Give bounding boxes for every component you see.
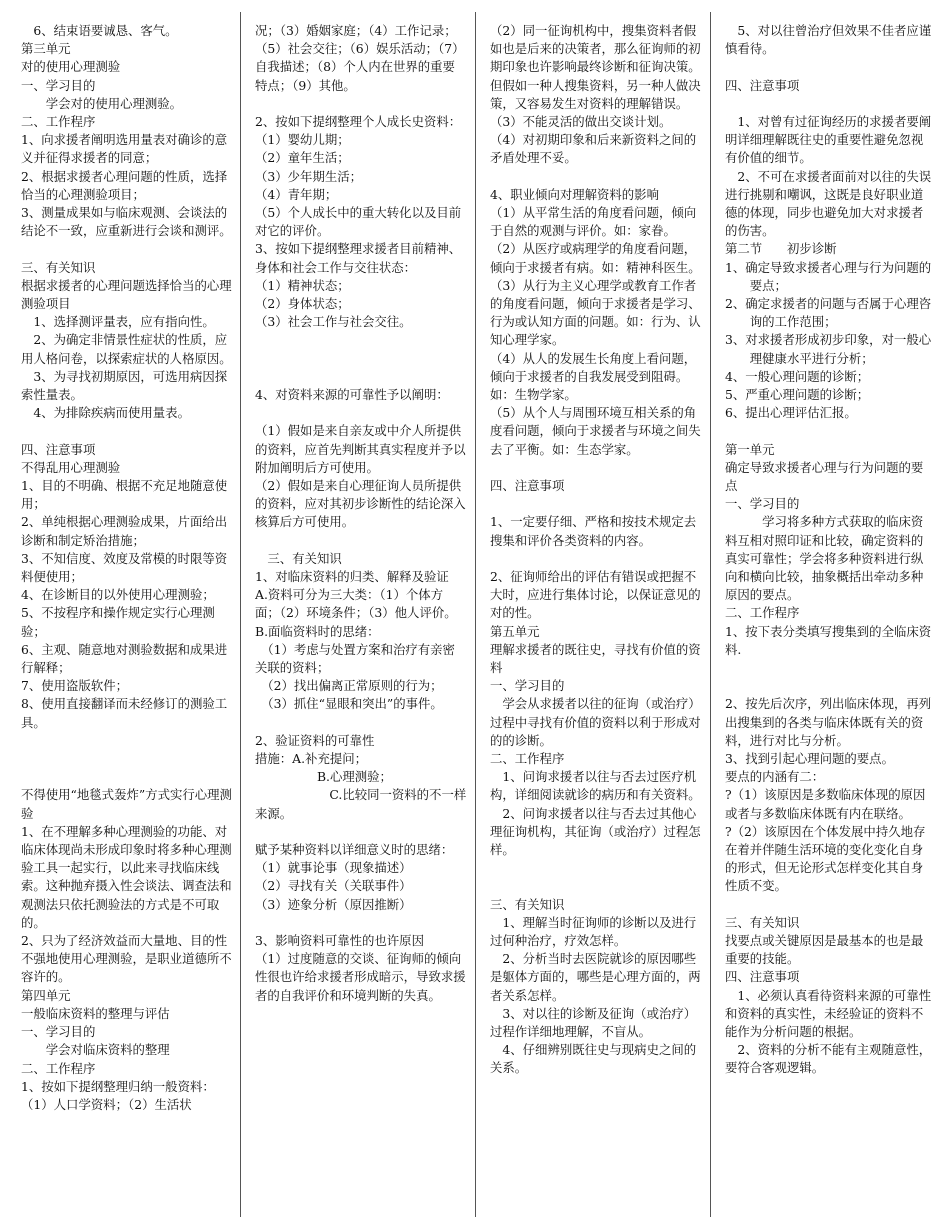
text-line: 3、按如下提纲整理求援者目前精神、身体和社会工作与交往状态： bbox=[255, 241, 462, 275]
text-line bbox=[255, 368, 467, 386]
text-line: （4）从人的发展生长角度上看问题，倾向于求援者的自我发展受到阻碍。如：生物学家。 bbox=[490, 350, 697, 403]
text-line bbox=[255, 714, 467, 732]
text-column-2 bbox=[255, 22, 467, 1212]
text-line: （1）就事论事（现象描述） bbox=[255, 860, 412, 876]
text-line: 赋予某种资料以详细意义时的思绪： bbox=[255, 842, 454, 858]
text-column-3 bbox=[490, 22, 702, 1212]
text-line: 三、有关知识 bbox=[725, 914, 800, 930]
text-line: 7、使用盗版软件； bbox=[21, 678, 129, 694]
text-line: 2、问询求援者以往与否去过其他心理征询机构，其征询（或治疗）过程怎样。 bbox=[490, 805, 701, 858]
text-line: 一、学习目的 bbox=[725, 496, 800, 512]
text-line bbox=[725, 659, 933, 677]
text-line bbox=[490, 495, 702, 513]
text-line: 2、征询师给出的评估有错误或把握不大时，应进行集体讨论，以保证意见的对的性。 bbox=[490, 569, 701, 621]
text-line: （2）找出偏离正常原则的行为； bbox=[255, 678, 443, 694]
text-line: ?（1）该原因是多数临床体现的原因或者与多数临床体既有内在联络。 bbox=[725, 787, 926, 821]
text-line bbox=[21, 750, 233, 768]
text-line: 二、工作程序 bbox=[490, 751, 565, 767]
text-line: A.资料可分为三大类：（1）个体方面；（2）环境条件；（3）他人评价。 bbox=[255, 587, 457, 621]
text-line: B.心理测验； bbox=[255, 769, 392, 785]
text-line: 2、按如下提纲整理个人成长史资料： bbox=[255, 114, 462, 129]
text-line: 3、测量成果如与临床观测、会谈法的结论不一致，应重新进行会谈和测评。 bbox=[21, 205, 232, 239]
text-line: 2、为确定非情景性症状的性质，应用人格问卷，以探索症状的人格原因。 bbox=[21, 332, 232, 366]
text-line: 2、分析当时去医院就诊的原因哪些是躯体方面的，哪些是心理方面的，两者关系怎样。 bbox=[490, 951, 701, 1003]
text-line: 三、有关知识 bbox=[490, 896, 565, 912]
text-line: （3）从行为主义心理学或教育工作者的角度看问题，倾向于求援者是学习、行为或认知方面的问题。如：行为、认知心理学家。 bbox=[490, 277, 701, 348]
text-line bbox=[725, 95, 933, 113]
column-divider bbox=[240, 12, 241, 1217]
text-line: 1、一定要仔细、严格和按技术规定去搜集和评价各类资料的内容。 bbox=[490, 514, 697, 548]
text-line: 学会对的使用心理测验。 bbox=[21, 95, 183, 111]
text-line bbox=[21, 732, 233, 750]
text-line: 3、找到引起心理问题的要点。 bbox=[725, 751, 894, 767]
text-line: 第一单元 bbox=[725, 441, 775, 457]
text-line: （3）抓住“显眼和突出”的事件。 bbox=[255, 696, 443, 712]
text-line: （1）精神状态； bbox=[255, 277, 350, 293]
text-line: （4）青年期； bbox=[255, 186, 338, 202]
text-line: 一、学习目的 bbox=[21, 1024, 96, 1040]
text-line: 1、对临床资料的归类、解释及验证 bbox=[255, 569, 449, 584]
text-line: 2、单纯根据心理测验成果，片面给出诊断和制定矫治措施； bbox=[21, 514, 228, 548]
text-line: B.面临资料时的思绪： bbox=[255, 623, 380, 639]
text-line: 5、不按程序和操作规定实行心理测验； bbox=[21, 605, 215, 639]
text-line: 四、注意事项 bbox=[725, 969, 800, 985]
column-divider bbox=[710, 12, 711, 1217]
text-line bbox=[21, 768, 233, 786]
text-line: （2）从医疗或病理学的角度看问题，倾向于求援者有病。如：精神科医生。 bbox=[490, 241, 701, 275]
text-line: 2、验证资料的可靠性 bbox=[255, 732, 375, 748]
text-line: 2、只为了经济效益而大量地、目的性不强地使用心理测验，是职业道德所不容许的。 bbox=[21, 933, 232, 985]
text-line: 学会对临床资料的整理 bbox=[21, 1042, 170, 1058]
text-line: 确定导致求援者心理与行为问题的要点 bbox=[725, 459, 924, 494]
text-line: 2、确定求援者的问题与否属于心理咨 bbox=[725, 296, 932, 312]
text-line bbox=[725, 677, 933, 695]
text-line bbox=[490, 550, 702, 568]
column-divider bbox=[475, 12, 476, 1217]
text-line bbox=[255, 404, 467, 422]
text-line: 三、有关知识 bbox=[21, 259, 96, 275]
text-line: 1、选择测评量表，应有指向性。 bbox=[21, 314, 215, 330]
text-line: 四、注意事项 bbox=[21, 441, 96, 457]
text-line: 二、工作程序 bbox=[725, 605, 800, 621]
text-line: （1）婴幼儿期； bbox=[255, 132, 350, 148]
text-line: 学习将多种方式获取的临床资料互相对照印证和比较，确定资料的真实可靠性；学会将多种资料进行纵向和横向比较，抽象概括出牵动多种原因的要点。 bbox=[725, 514, 924, 603]
text-line: 6、结束语要诚恳、客气。 bbox=[21, 23, 178, 38]
text-line: 1、按下表分类填写搜集到的全临床资料. bbox=[725, 623, 932, 657]
text-line bbox=[21, 422, 233, 440]
text-line: 二、工作程序 bbox=[21, 114, 96, 130]
text-line: （2）同一征询机构中，搜集资料者假如也是后来的决策者，那么征询师的初期印象也许影响最终诊断和征询决策。但假如一种人搜集资料，另一种人做决策，又容易发生对资料的理解错误。 bbox=[490, 23, 701, 111]
text-line: （1）人口学资料；（2）生活状 bbox=[21, 1096, 192, 1112]
text-line: 2、根据求援者心理问题的性质，选择恰当的心理测验项目； bbox=[21, 168, 228, 202]
text-line: 根据求援者的心理问题选择恰当的心理测验项目 bbox=[21, 277, 232, 312]
text-line: 1、问询求援者以往与否去过医疗机构，详细阅读就诊的病历和有关资料。 bbox=[490, 769, 701, 803]
text-line: 4、一般心理问题的诊断； bbox=[725, 368, 870, 384]
text-line: 1、目的不明确、根据不充足地随意使用； bbox=[21, 478, 228, 512]
text-line: 6、主观、随意地对测验数据和成果进行解释； bbox=[21, 641, 228, 676]
text-line: 要点； bbox=[725, 277, 787, 293]
text-line: （1）从平常生活的角度看问题，倾向于自然的观测与评价。如：家眷。 bbox=[490, 205, 697, 239]
text-line: 况；（3）婚姻家庭；（4）工作记录；（5）社会交往；（6）娱乐活动；（7）自我描述；（8）个人内在世界的重要特点；（9）其他。 bbox=[255, 23, 465, 93]
text-line bbox=[725, 896, 933, 914]
text-line: （3）迹象分析（原因推断） bbox=[255, 896, 412, 912]
text-line: （3）不能灵活的做出交谈计划。 bbox=[490, 114, 672, 130]
text-line: 4、职业倾向对理解资料的影响 bbox=[490, 186, 659, 202]
text-line bbox=[255, 823, 467, 841]
text-column-1 bbox=[21, 22, 233, 1212]
text-line: 4、对资料来源的可靠性予以阐明： bbox=[255, 387, 449, 402]
text-line: 四、注意事项 bbox=[490, 478, 565, 494]
text-line: 3、影响资料可靠性的也许原因 bbox=[255, 933, 424, 949]
text-line: 对的使用心理测验 bbox=[21, 59, 121, 75]
text-line: 二、工作程序 bbox=[21, 1060, 96, 1076]
text-line: （5）从个人与周围环境互相关系的角度看问题，倾向于求援者与环境之间失去了平衡。如：生态学家。 bbox=[490, 405, 701, 457]
text-line bbox=[255, 532, 467, 550]
text-line: 1、必须认真看待资料来源的可靠性和资料的真实性，未经验证的资料不能作为分析问题的根据。 bbox=[725, 987, 932, 1040]
text-line: 1、按如下提纲整理归纳一般资料： bbox=[21, 1078, 215, 1094]
text-line: 4、仔细辨别既往史与现病史之间的关系。 bbox=[490, 1042, 697, 1076]
text-line: （5）个人成长中的重大转化以及目前对它的评价。 bbox=[255, 205, 462, 239]
text-line: 3、对以往的诊断及征询（或治疗）过程作详细地理解，不盲从。 bbox=[490, 1005, 697, 1040]
text-line: 一、学习目的 bbox=[21, 77, 96, 93]
text-line: C.比较同一资料的不一样来源。 bbox=[255, 787, 467, 821]
text-line: 4、为排除疾病而使用量表。 bbox=[21, 405, 190, 421]
text-line: 4、在诊断目的以外使用心理测验； bbox=[21, 587, 215, 603]
text-line: （2）身体状态； bbox=[255, 296, 350, 312]
text-line: 学会从求援者以往的征询（或治疗）过程中寻找有价值的资料以利于形成对的的诊断。 bbox=[490, 696, 701, 748]
text-line: （1）假如是来自亲友或中介人所提供的资料，应首先判断其真实程度并予以附加阐明后方可使用。 bbox=[255, 423, 466, 475]
text-line: （3）社会工作与社会交往。 bbox=[255, 314, 412, 330]
text-line: 四、注意事项 bbox=[725, 77, 800, 93]
text-line: （3）少年期生活； bbox=[255, 168, 363, 184]
text-line: （4）对初期印象和后来新资料之间的矛盾处理不妥。 bbox=[490, 132, 697, 166]
text-line: 1、对曾有过征询经历的求援者要阐明详细理解既往史的重要性避免忽视有价值的细节。 bbox=[725, 113, 932, 166]
text-line bbox=[255, 331, 467, 349]
text-line: 6、提出心理评估汇报。 bbox=[725, 405, 857, 421]
text-line bbox=[490, 168, 702, 186]
text-line: 不得乱用心理测验 bbox=[21, 459, 121, 475]
text-line: 1、理解当时征询师的诊断以及进行过何种治疗，疗效怎样。 bbox=[490, 914, 697, 949]
text-line bbox=[725, 422, 933, 440]
text-line: 1、在不理解多种心理测验的功能、对临床体现尚未形成印象时将多种心理测验工具一起实行，以此来寻找临床线索。这种抛弃摄入性会谈法、调查法和观测法只依托测验法的方式是不可取的。 bbox=[21, 823, 232, 930]
text-line: 一、学习目的 bbox=[490, 678, 565, 694]
text-line: 第二节 初步诊断 bbox=[725, 241, 837, 257]
text-line: 5、严重心理问题的诊断； bbox=[725, 387, 870, 403]
text-line bbox=[255, 350, 467, 368]
text-line: 措施：A.补充提问； bbox=[255, 751, 368, 767]
text-line: 理解求援者的既往史，寻找有价值的资料 bbox=[490, 641, 701, 676]
text-line bbox=[490, 859, 702, 877]
text-column-4 bbox=[725, 22, 933, 1212]
text-line: 2、按先后次序，列出临床体现，再列出搜集到的各类与临床体既有关的资料，进行对比与分析。 bbox=[725, 696, 932, 748]
text-line: 要点的内涵有二： bbox=[725, 769, 825, 785]
text-line bbox=[490, 877, 702, 895]
text-line: 2、资料的分析不能有主观随意性，要符合客观逻辑。 bbox=[725, 1042, 932, 1076]
text-line: 第三单元 bbox=[21, 41, 71, 57]
text-line bbox=[490, 459, 702, 477]
text-line: （2）假如是来自心理征询人员所提供的资料，应对其初步诊断性的结论深入核算后方可使用。 bbox=[255, 478, 466, 530]
text-line: ?（2）该原因在个体发展中持久地存在着并伴随生活环境的变化变化自身的形式，但无论形式怎样变化其自身性质不变。 bbox=[725, 823, 926, 894]
text-line bbox=[255, 914, 467, 932]
text-line: 不得使用“地毯式轰炸”方式实行心理测验 bbox=[21, 787, 232, 821]
text-line: 2、不可在求援者面前对以往的失误进行挑剔和嘲讽，这既是良好职业道德的体现，同步也避免加大对求援者的伤害。 bbox=[725, 168, 932, 239]
text-line: 3、为寻找初期原因，可选用病因探索性量表。 bbox=[21, 368, 228, 403]
text-line: 第五单元 bbox=[490, 623, 540, 639]
text-line: 1、确定导致求援者心理与行为问题的 bbox=[725, 259, 932, 275]
text-line: （2）童年生活； bbox=[255, 150, 350, 166]
text-line: 1、向求援者阐明选用量表对确诊的意义并征得求援者的同意； bbox=[21, 132, 228, 166]
text-line bbox=[21, 240, 233, 258]
text-line: 3、不知信度、效度及常模的时限等资料便使用； bbox=[21, 550, 228, 585]
text-line: 询的工作范围； bbox=[725, 314, 837, 330]
text-line: 找要点或关键原因是最基本的也是最重要的技能。 bbox=[725, 933, 924, 967]
text-line: 第四单元 bbox=[21, 987, 71, 1003]
text-line bbox=[255, 95, 467, 113]
text-line: 一般临床资料的整理与评估 bbox=[21, 1005, 170, 1021]
text-line: 5、对以往曾治疗但效果不佳者应谨慎看待。 bbox=[725, 23, 932, 57]
text-line: （2）寻找有关（关联事件） bbox=[255, 878, 412, 894]
text-line: （1）考虑与处置方案和治疗有亲密关联的资料； bbox=[255, 641, 455, 676]
text-line bbox=[725, 58, 933, 76]
text-line: （1）过度随意的交谈、征询师的倾向性很也许给求援者形成暗示，导致求援者的自我评价和环境判断的失真。 bbox=[255, 951, 466, 1003]
text-line: 理健康水平进行分析； bbox=[725, 350, 874, 366]
text-line: 8、使用直接翻译而未经修订的测验工具。 bbox=[21, 696, 228, 730]
text-line: 3、对求援者形成初步印象，对一般心 bbox=[725, 332, 932, 348]
text-line: 三、有关知识 bbox=[255, 550, 342, 566]
